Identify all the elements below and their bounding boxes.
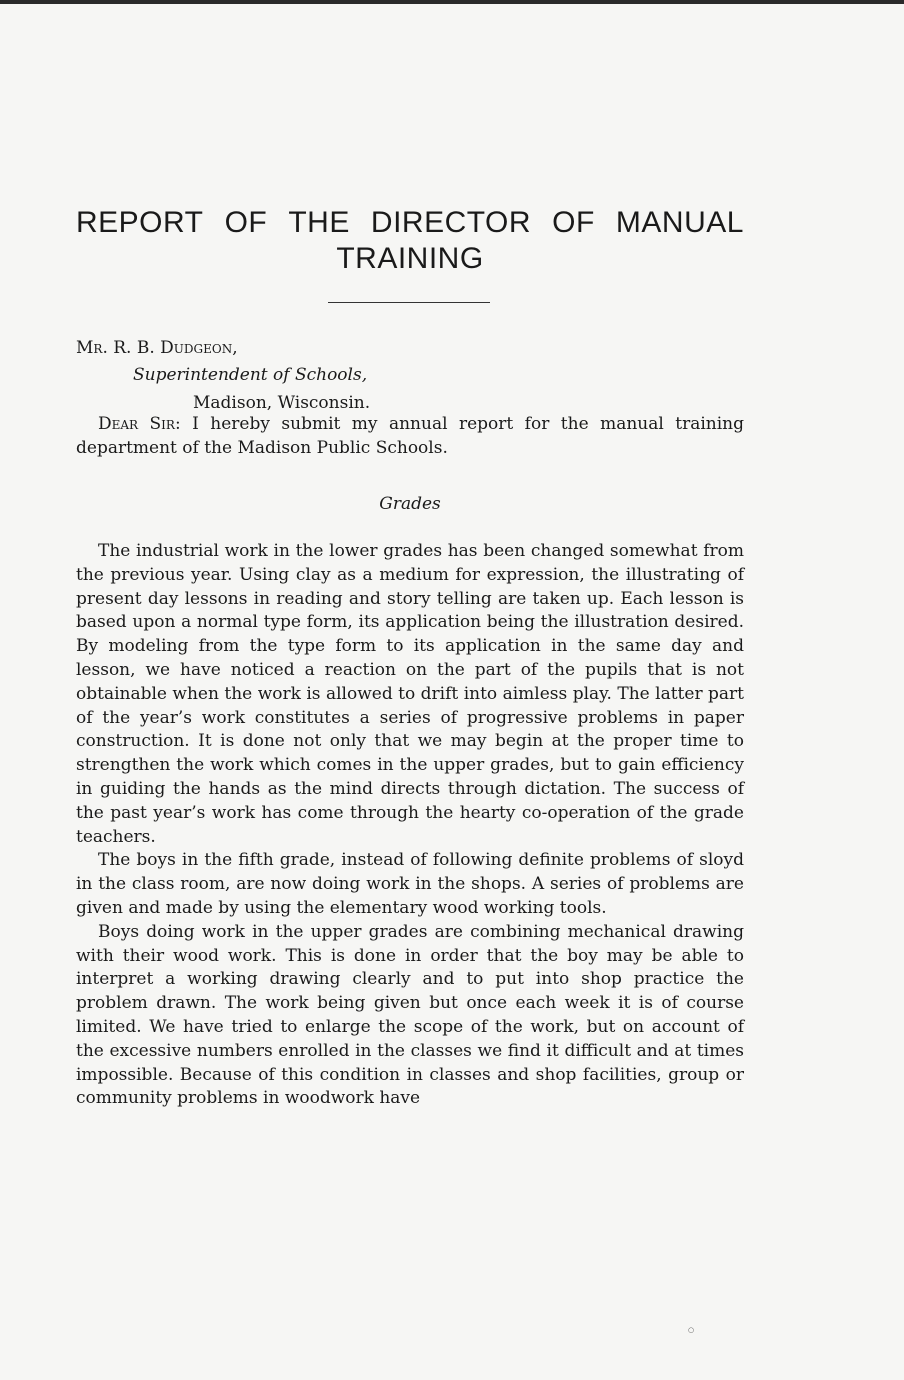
title-divider (328, 302, 490, 303)
greeting: Dear Sir: (98, 414, 181, 434)
title-line-1 (76, 205, 744, 241)
title-word: OF (224, 206, 268, 239)
page-title (76, 205, 744, 277)
paragraph: The boys in the fifth grade, instead of following definite problems of sloyd in the class room, are now doing work in the shops. A series of problems are given and made by using the elementary wood working tools. (76, 850, 744, 918)
addressee-title: Superintendent of Schools, (133, 365, 368, 385)
title-line-2: TRAINING (336, 242, 484, 275)
title-word: MANUAL (615, 206, 744, 239)
top-edge-rule (0, 0, 904, 4)
title-word: THE (288, 206, 350, 239)
intro-text: I hereby submit my annual report for the manual training department of the Madison Public Schools. (76, 414, 744, 458)
page-mark: ○ (688, 1326, 695, 1334)
title-word: OF (552, 206, 595, 239)
title-word: REPORT (76, 206, 204, 239)
addressee-name: Mr. R. B. Dudgeon, (76, 338, 238, 358)
body-text (76, 540, 744, 1111)
paragraph: The industrial work in the lower grades has been changed somewhat from the previous year. Using clay as a medium for expression, the illustrating of present day lessons in reading and story telling are taken up. Each lesson is based upon a normal type form, its application being the illustration desired. By modeling from the type form to its application in the same day and lesson, we have noticed a reaction on the part of the pupils that is not obtainable when the work is allowed to drift into aimless play. The latter part of the year’s work constitutes a series of progressive problems in paper construction. It is done not only that we may begin at the proper time to strengthen the work which comes in the upper grades, but to gain efficiency in guiding the hands as the mind directs through dictation. The success of the past year’s work has come through the hearty co-operation of the grade teachers. (76, 541, 744, 847)
title-word: DIRECTOR (370, 206, 532, 239)
paragraph: Boys doing work in the upper grades are combining mechanical drawing with their wood work. This is done in order that the boy may be able to interpret a working drawing clearly and to put into shop practice the problem drawn. The work being given but once each week it is of course limited. We have tried to enlarge the scope of the work, but on account of the excessive numbers enrolled in the classes we find it difficult and at times impossible. Because of this condition in classes and shop facilities, group or community problems in woodwork have (76, 921, 744, 1109)
section-heading: Grades (379, 494, 441, 514)
intro-paragraph (76, 412, 744, 460)
addressee-place: Madison, Wisconsin. (193, 393, 371, 413)
